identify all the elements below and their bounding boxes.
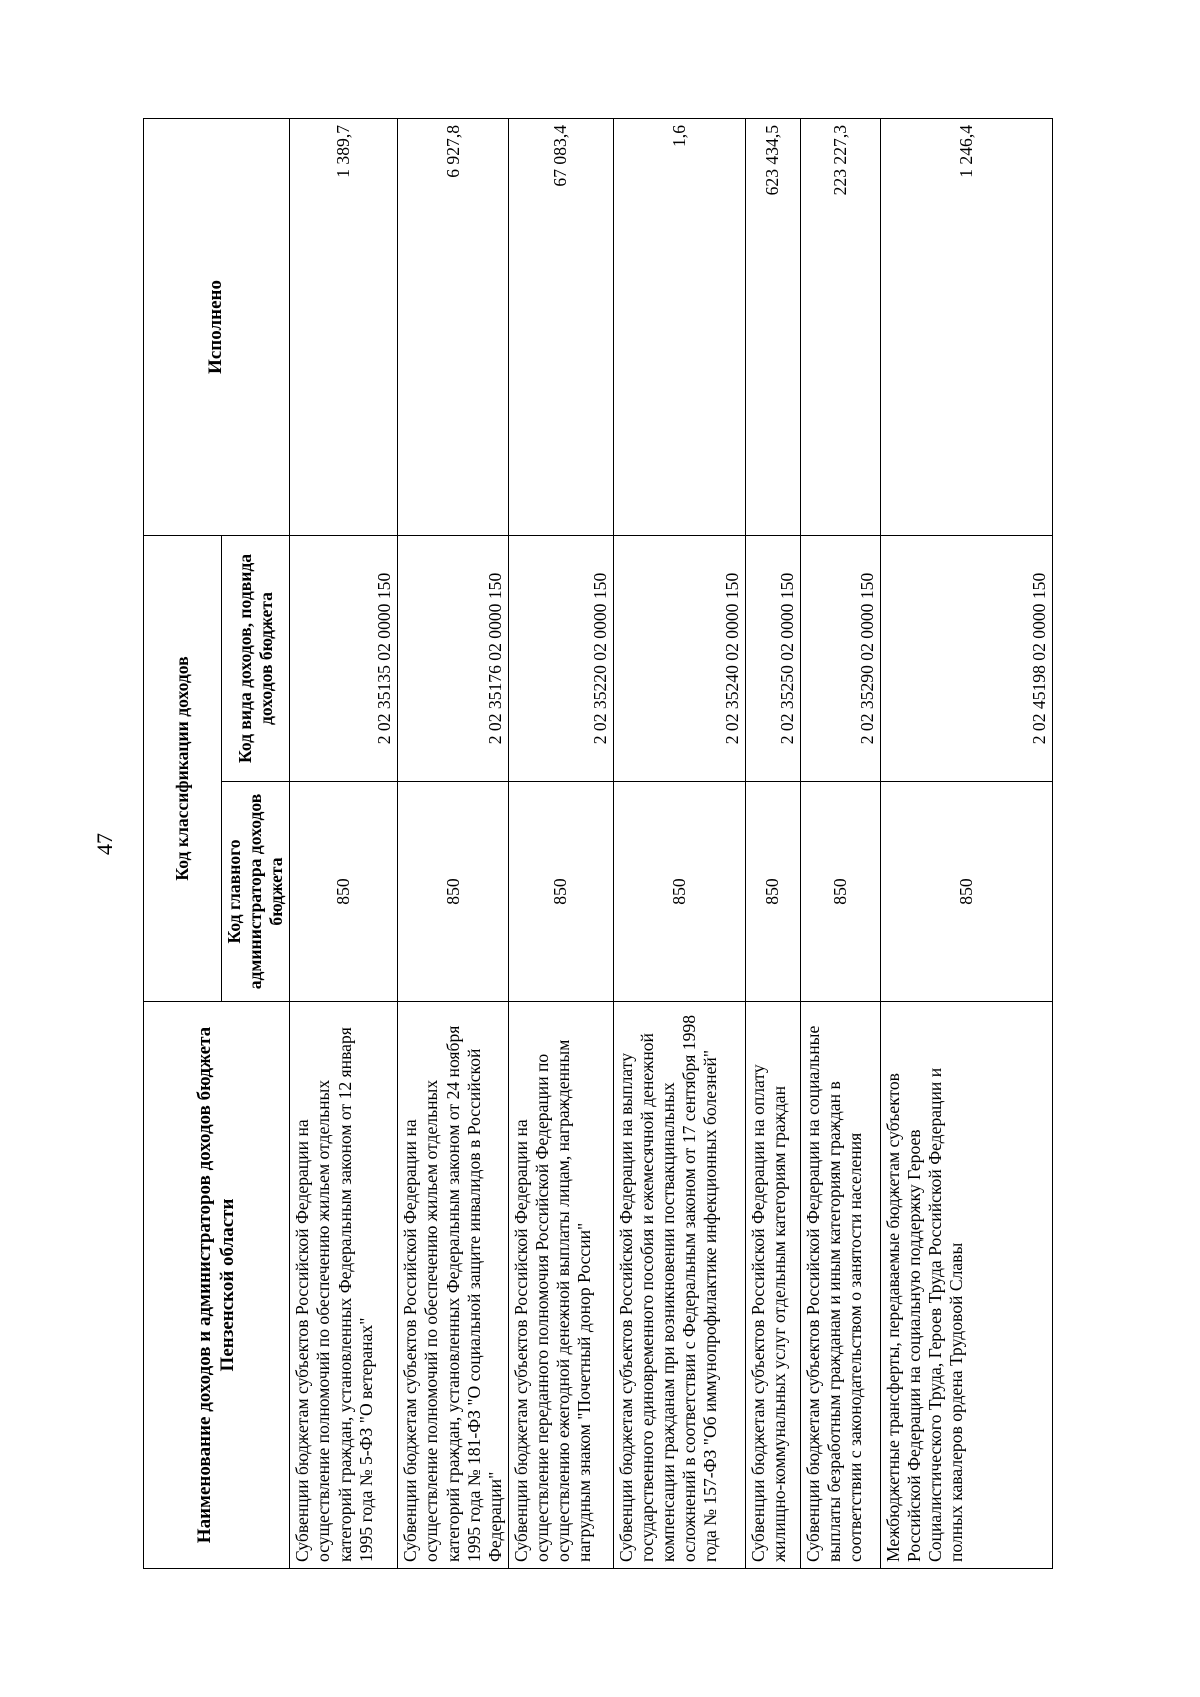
row-executed: 1,6 <box>613 118 745 535</box>
header-executed: Исполнено <box>144 118 290 535</box>
row-admin-code: 850 <box>508 782 613 1002</box>
row-admin-code: 850 <box>800 782 880 1002</box>
header-name: Наименование доходов и администраторов доходов бюджета Пензенской области <box>144 1002 290 1569</box>
revenue-table <box>143 118 1053 1569</box>
row-name: Субвенции бюджетам субъектов Российской Федерации на осуществление полномочий по обеспечению жильем отдельных категорий граждан, установленных Федеральным законом от 24 ноября 1995 года № 181-ФЗ "О социальной защите инвалидов в Российской Федерации" <box>398 1002 509 1569</box>
row-name: Субвенции бюджетам субъектов Российской Федерации на выплату государственного единовременного пособия и ежемесячной денежной компенсации гражданам при возникновении поствакцинальных осложнений в соответствии с Федеральным законом от 17 сентября 1998 года № 157-ФЗ "Об иммунопрофилактике инфекционных болезней" <box>613 1002 745 1569</box>
row-type-code: 2 02 35290 02 0000 150 <box>800 535 880 781</box>
page-number: 47 <box>92 833 117 855</box>
header-type-code: Код вида доходов, подвида доходов бюджета <box>222 535 290 781</box>
row-admin-code: 850 <box>745 782 800 1002</box>
table-row <box>800 118 880 1568</box>
table-row <box>880 118 1052 1568</box>
row-type-code: 2 02 35250 02 0000 150 <box>745 535 800 781</box>
row-name: Межбюджетные трансферты, передаваемые бюджетам субъектов Российской Федерации на социальную поддержку Героев Социалистического Труда, Героев Труда Российской Федерации и полных кавалеров ордена Трудовой Славы <box>880 1002 1052 1569</box>
row-executed: 223 227,3 <box>800 118 880 535</box>
row-name: Субвенции бюджетам субъектов Российской Федерации на оплату жилищно-коммунальных услуг отдельным категориям граждан <box>745 1002 800 1569</box>
row-name: Субвенции бюджетам субъектов Российской Федерации на социальные выплаты безработным гражданам и иным категориям граждан в соответствии с законодательством о занятости населения <box>800 1002 880 1569</box>
row-type-code: 2 02 45198 02 0000 150 <box>880 535 1052 781</box>
row-admin-code: 850 <box>290 782 398 1002</box>
header-row-top <box>144 118 222 1568</box>
row-type-code: 2 02 35135 02 0000 150 <box>290 535 398 781</box>
table-row <box>290 118 398 1568</box>
header-admin-code: Код главного администратора доходов бюджета <box>222 782 290 1002</box>
row-name: Субвенции бюджетам субъектов Российской Федерации на осуществление переданного полномочия Российской Федерации по осуществлению ежегодной денежной выплаты лицам, награжденным нагрудным знаком "Почетный донор России" <box>508 1002 613 1569</box>
header-classification-group: Код классификации доходов <box>144 535 222 1001</box>
row-type-code: 2 02 35176 02 0000 150 <box>398 535 509 781</box>
row-executed: 6 927,8 <box>398 118 509 535</box>
row-admin-code: 850 <box>613 782 745 1002</box>
row-admin-code: 850 <box>398 782 509 1002</box>
row-executed: 623 434,5 <box>745 118 800 535</box>
table-row <box>508 118 613 1568</box>
row-type-code: 2 02 35220 02 0000 150 <box>508 535 613 781</box>
table-row <box>398 118 509 1568</box>
row-admin-code: 850 <box>880 782 1052 1002</box>
row-executed: 67 083,4 <box>508 118 613 535</box>
row-name: Субвенции бюджетам субъектов Российской Федерации на осуществление полномочий по обеспечению жильем отдельных категорий граждан, установленных Федеральным законом от 12 января 1995 года № 5-ФЗ "О ветеранах" <box>290 1002 398 1569</box>
row-type-code: 2 02 35240 02 0000 150 <box>613 535 745 781</box>
row-executed: 1 389,7 <box>290 118 398 535</box>
table-row <box>745 118 800 1568</box>
table-row <box>613 118 745 1568</box>
row-executed: 1 246,4 <box>880 118 1052 535</box>
rotated-table-container <box>143 119 1049 1569</box>
